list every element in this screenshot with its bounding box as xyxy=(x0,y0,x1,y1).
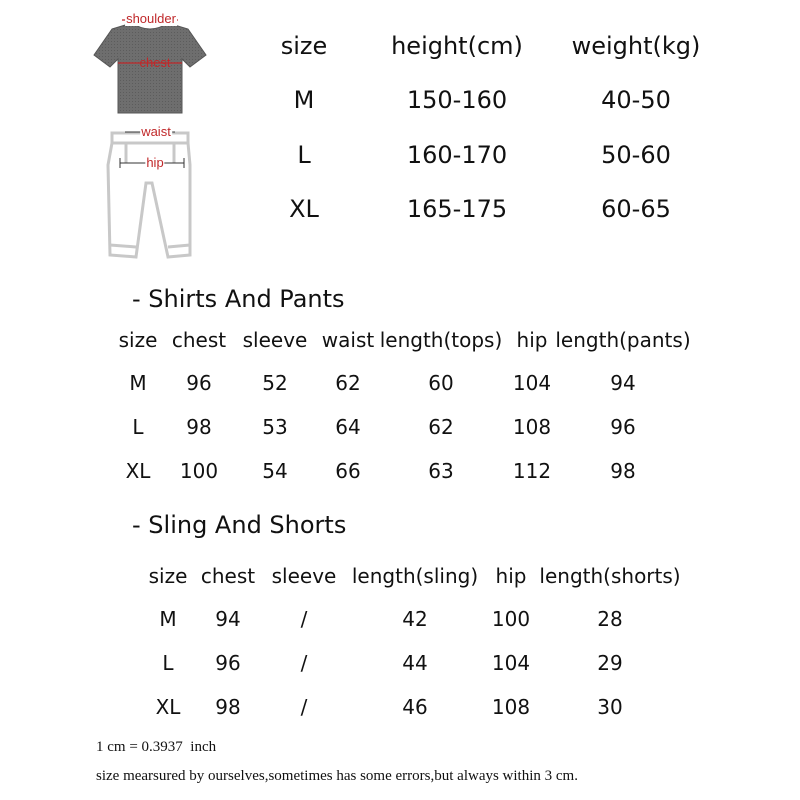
sp-row-l-length-tops: 62 xyxy=(428,415,454,439)
sp-row-l-chest: 98 xyxy=(186,415,212,439)
sp-header-sleeve: sleeve xyxy=(242,328,308,352)
sp-header-length-tops: length(tops) xyxy=(379,328,503,352)
sp-row-m-waist: 62 xyxy=(335,371,361,395)
top-row-m-weight: 40-50 xyxy=(601,86,671,114)
ss-row-m-hip: 100 xyxy=(491,607,531,631)
sling-shorts-title: - Sling And Shorts xyxy=(132,511,347,539)
top-header-weight: weight(kg) xyxy=(571,32,701,60)
ss-row-l-chest: 96 xyxy=(215,651,241,675)
ss-row-m-length-sling: 42 xyxy=(402,607,428,631)
ss-header-length-sling: length(sling) xyxy=(351,564,479,588)
top-row-xl-size: XL xyxy=(289,195,319,223)
sp-row-l-hip: 108 xyxy=(512,415,552,439)
sp-row-m-size: M xyxy=(129,371,147,395)
ss-header-size: size xyxy=(148,564,188,588)
sp-row-xl-waist: 66 xyxy=(335,459,361,483)
top-row-l-height: 160-170 xyxy=(406,141,508,169)
ss-row-l-sleeve: / xyxy=(300,651,308,675)
sp-row-m-sleeve: 52 xyxy=(262,371,288,395)
ss-row-xl-size: XL xyxy=(155,695,181,719)
top-row-l-weight: 50-60 xyxy=(601,141,671,169)
sp-row-xl-length-tops: 63 xyxy=(428,459,454,483)
ss-header-sleeve: sleeve xyxy=(271,564,337,588)
waist-label: waist xyxy=(141,124,171,139)
sp-row-xl-size: XL xyxy=(125,459,151,483)
ss-header-length-shorts: length(shorts) xyxy=(539,564,681,588)
top-row-m-height: 150-160 xyxy=(406,86,508,114)
garment-figure xyxy=(90,5,210,275)
sp-header-hip: hip xyxy=(516,328,548,352)
sp-header-waist: waist xyxy=(321,328,375,352)
sp-row-l-waist: 64 xyxy=(335,415,361,439)
chest-label: chest xyxy=(139,55,171,70)
hip-label: hip xyxy=(146,155,164,170)
top-header-height: height(cm) xyxy=(391,32,523,60)
ss-row-xl-length-shorts: 30 xyxy=(597,695,623,719)
sp-row-xl-length-pants: 98 xyxy=(610,459,636,483)
ss-row-m-length-shorts: 28 xyxy=(597,607,623,631)
ss-row-l-length-shorts: 29 xyxy=(597,651,623,675)
sp-row-xl-sleeve: 54 xyxy=(262,459,288,483)
sp-row-l-sleeve: 53 xyxy=(262,415,288,439)
ss-row-m-size: M xyxy=(159,607,177,631)
top-row-xl-height: 165-175 xyxy=(406,195,508,223)
shirts-pants-title: - Shirts And Pants xyxy=(132,285,345,313)
measurement-note: size mearsured by ourselves,sometimes has some errors,but always within 3 cm. xyxy=(96,768,578,784)
top-row-l-size: L xyxy=(297,141,311,169)
sp-header-length-pants: length(pants) xyxy=(555,328,691,352)
sp-row-m-hip: 104 xyxy=(512,371,552,395)
top-header-size: size xyxy=(280,32,328,60)
sp-row-xl-hip: 112 xyxy=(512,459,552,483)
ss-row-xl-length-sling: 46 xyxy=(402,695,428,719)
shoulder-label: shoulder xyxy=(126,11,176,26)
conversion-note: 1 cm = 0.3937 inch xyxy=(96,739,217,755)
ss-row-l-size: L xyxy=(162,651,174,675)
sp-header-chest: chest xyxy=(171,328,227,352)
sp-row-xl-chest: 100 xyxy=(179,459,219,483)
sp-row-m-chest: 96 xyxy=(186,371,212,395)
ss-row-xl-sleeve: / xyxy=(300,695,308,719)
ss-row-xl-chest: 98 xyxy=(215,695,241,719)
sp-row-l-size: L xyxy=(132,415,144,439)
sp-header-size: size xyxy=(118,328,158,352)
ss-row-m-chest: 94 xyxy=(215,607,241,631)
ss-row-m-sleeve: / xyxy=(300,607,308,631)
ss-header-hip: hip xyxy=(495,564,527,588)
top-row-m-size: M xyxy=(293,86,315,114)
pants-icon xyxy=(108,133,190,257)
sp-row-m-length-tops: 60 xyxy=(428,371,454,395)
ss-header-chest: chest xyxy=(200,564,256,588)
ss-row-l-hip: 104 xyxy=(491,651,531,675)
top-row-xl-weight: 60-65 xyxy=(601,195,671,223)
ss-row-l-length-sling: 44 xyxy=(402,651,428,675)
sp-row-m-length-pants: 94 xyxy=(610,371,636,395)
sp-row-l-length-pants: 96 xyxy=(610,415,636,439)
ss-row-xl-hip: 108 xyxy=(491,695,531,719)
